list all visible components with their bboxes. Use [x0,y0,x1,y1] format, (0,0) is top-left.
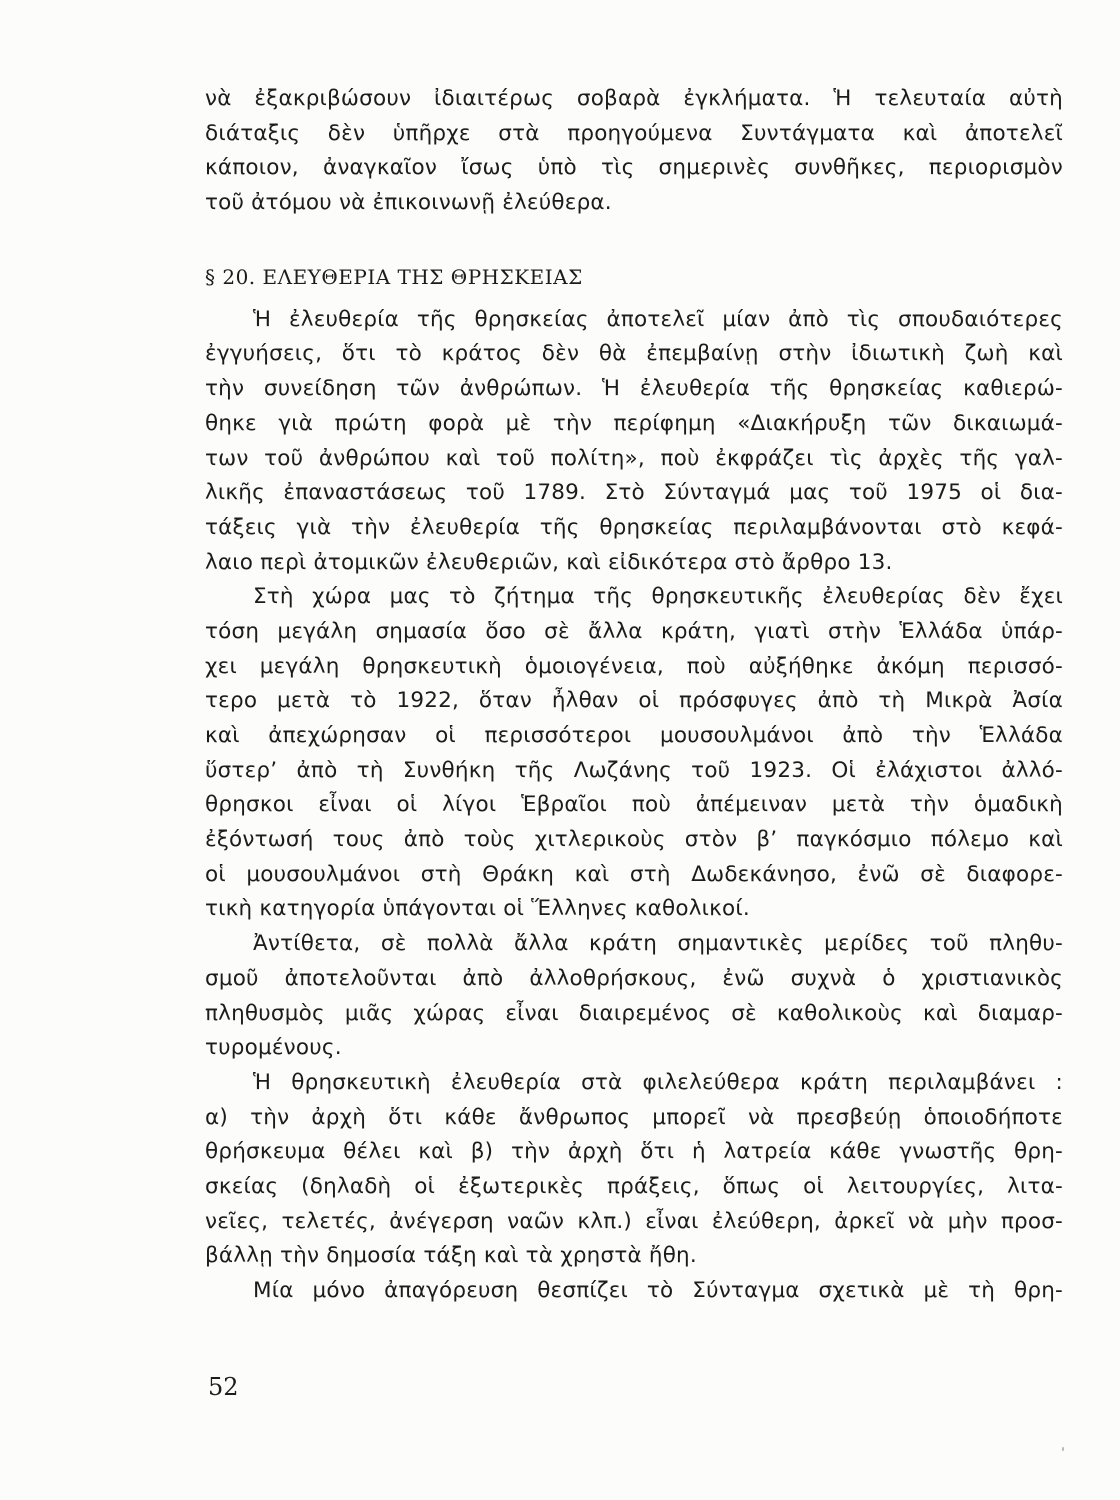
paragraph-religious-freedom [205,303,1063,581]
page-text [205,82,1063,1309]
text-line: ἐξόντωσή τους ἀπὸ τοὺς χιτλερικοὺς στὸν β’ παγκόσμιο πόλεμο καὶ [205,827,1063,853]
text-line: ὕστερ’ ἀπὸ τὴ Συνθήκη τῆς Λωζάνης τοῦ 1923. Οἱ ἐλάχιστοι ἀλλό- [205,757,1063,783]
page-number: 52 [208,1373,239,1401]
text-line: τερο μετὰ τὸ 1922, ὅταν ἦλθαν οἱ πρόσφυγες ἀπὸ τὴ Μικρὰ Ἀσία [205,688,1063,714]
text-line: α) τὴν ἀρχὴ ὅτι κάθε ἄνθρωπος μπορεῖ νὰ πρεσβεύῃ ὁποιοδήποτε [205,1104,1063,1130]
text-line: των τοῦ ἀνθρώπου καὶ τοῦ πολίτη», ποὺ ἐκφράζει τὶς ἀρχὲς τῆς γαλ- [205,445,1063,471]
paragraph-prohibition [205,1274,1063,1309]
paper-speck [1062,1447,1064,1451]
text-line: τυρομένους. [205,1035,342,1061]
text-line: τικὴ κατηγορία ὑπάγονται οἱ Ἕλληνες καθολικοί. [205,896,750,922]
paragraph-greece [205,580,1063,927]
spacer [205,221,1063,257]
text-line: Στὴ χώρα μας τὸ ζήτημα τῆς θρησκευτικῆς ἐλευθερίας δὲν ἔχει [253,584,1063,610]
section-heading: § 20. ΕΛΕΥΘΕΡΙΑ ΤΗΣ ΘΡΗΣΚΕΙΑΣ [205,264,583,289]
text-line: σμοῦ ἀποτελοῦνται ἀπὸ ἀλλοθρήσκους, ἐνῶ συχνὰ ὁ χριστιανικὸς [205,965,1063,991]
text-line: χει μεγάλη θρησκευτικὴ ὁμοιογένεια, ποὺ αὐξήθηκε ἀκόμη περισσό- [205,653,1063,679]
paragraph-other-states [205,927,1063,1066]
text-line: σκείας (δηλαδὴ οἱ ἐξωτερικὲς πράξεις, ὅπως οἱ λειτουργίες, λιτα- [205,1173,1063,1199]
text-line: τὴν συνείδηση τῶν ἀνθρώπων. Ἡ ἐλευθερία τῆς θρησκείας καθιερώ- [205,376,1063,402]
paragraph-liberal-states [205,1066,1063,1274]
text-line: Ἡ θρησκευτικὴ ἐλευθερία στὰ φιλελεύθερα κράτη περιλαμβάνει : [253,1069,1063,1095]
text-line: καὶ ἀπεχώρησαν οἱ περισσότεροι μουσουλμάνοι ἀπὸ τὴν Ἑλλάδα [205,723,1063,748]
text-line: τάξεις γιὰ τὴν ἐλευθερία τῆς θρησκείας περιλαμβάνονται στὸ κεφά- [205,514,1063,540]
text-line: Μία μόνο ἀπαγόρευση θεσπίζει τὸ Σύνταγμα σχετικὰ μὲ τὴ θρη- [253,1278,1063,1303]
text-line: λικῆς ἐπαναστάσεως τοῦ 1789. Στὸ Σύνταγμά μας τοῦ 1975 οἱ δια- [205,480,1063,506]
intro-paragraph [205,82,1063,221]
text-line: πληθυσμὸς μιᾶς χώρας εἶναι διαιρεμένος σὲ καθολικοὺς καὶ διαμαρ- [205,1000,1063,1026]
text-line: βάλλῃ τὴν δημοσία τάξη καὶ τὰ χρηστὰ ἤθη. [205,1243,697,1269]
text-line: τοῦ ἀτόμου νὰ ἐπικοινωνῇ ἐλεύθερα. [205,190,612,216]
text-line: νὰ ἐξακριβώσουν ἰδιαιτέρως σοβαρὰ ἐγκλήματα. Ἡ τελευταία αὐτὴ [205,86,1063,111]
text-line: διάταξις δὲν ὑπῆρχε στὰ προηγούμενα Συντάγματα καὶ ἀποτελεῖ [205,120,1063,146]
text-line: θρησκοι εἶναι οἱ λίγοι Ἑβραῖοι ποὺ ἀπέμειναν μετὰ τὴν ὁμαδικὴ [205,792,1063,818]
text-line: λαιο περὶ ἀτομικῶν ἐλευθεριῶν, καὶ εἰδικότερα στὸ ἄρθρο 13. [205,549,893,575]
text-line: ἐγγυήσεις, ὅτι τὸ κράτος δὲν θὰ ἐπεμβαίνῃ στὴν ἰδιωτικὴ ζωὴ καὶ [205,341,1063,367]
text-line: θηκε γιὰ πρώτη φορὰ μὲ τὴν περίφημη «Διακήρυξη τῶν δικαιωμά- [205,410,1063,436]
text-line: τόση μεγάλη σημασία ὅσο σὲ ἄλλα κράτη, γιατὶ στὴν Ἑλλάδα ὑπάρ- [205,618,1063,644]
text-line: κάποιον, ἀναγκαῖον ἴσως ὑπὸ τὶς σημερινὲς συνθῆκες, περιορισμὸν [205,155,1063,181]
text-line: Ἡ ἐλευθερία τῆς θρησκείας ἀποτελεῖ μίαν ἀπὸ τὶς σπουδαιότερες [253,306,1063,332]
text-line: οἱ μουσουλμάνοι στὴ Θράκη καὶ στὴ Δωδεκάνησο, ἐνῶ σὲ διαφορε- [205,861,1063,887]
text-line: θρήσκευμα θέλει καὶ β) τὴν ἀρχὴ ὅτι ἡ λατρεία κάθε γνωστῆς θρη- [205,1139,1063,1165]
text-line: Ἀντίθετα, σὲ πολλὰ ἄλλα κράτη σημαντικὲς μερίδες τοῦ πληθυ- [253,931,1063,957]
text-line: νεῖες, τελετές, ἀνέγερση ναῶν κλπ.) εἶναι ἐλεύθερη, ἀρκεῖ νὰ μὴν προσ- [205,1208,1063,1234]
